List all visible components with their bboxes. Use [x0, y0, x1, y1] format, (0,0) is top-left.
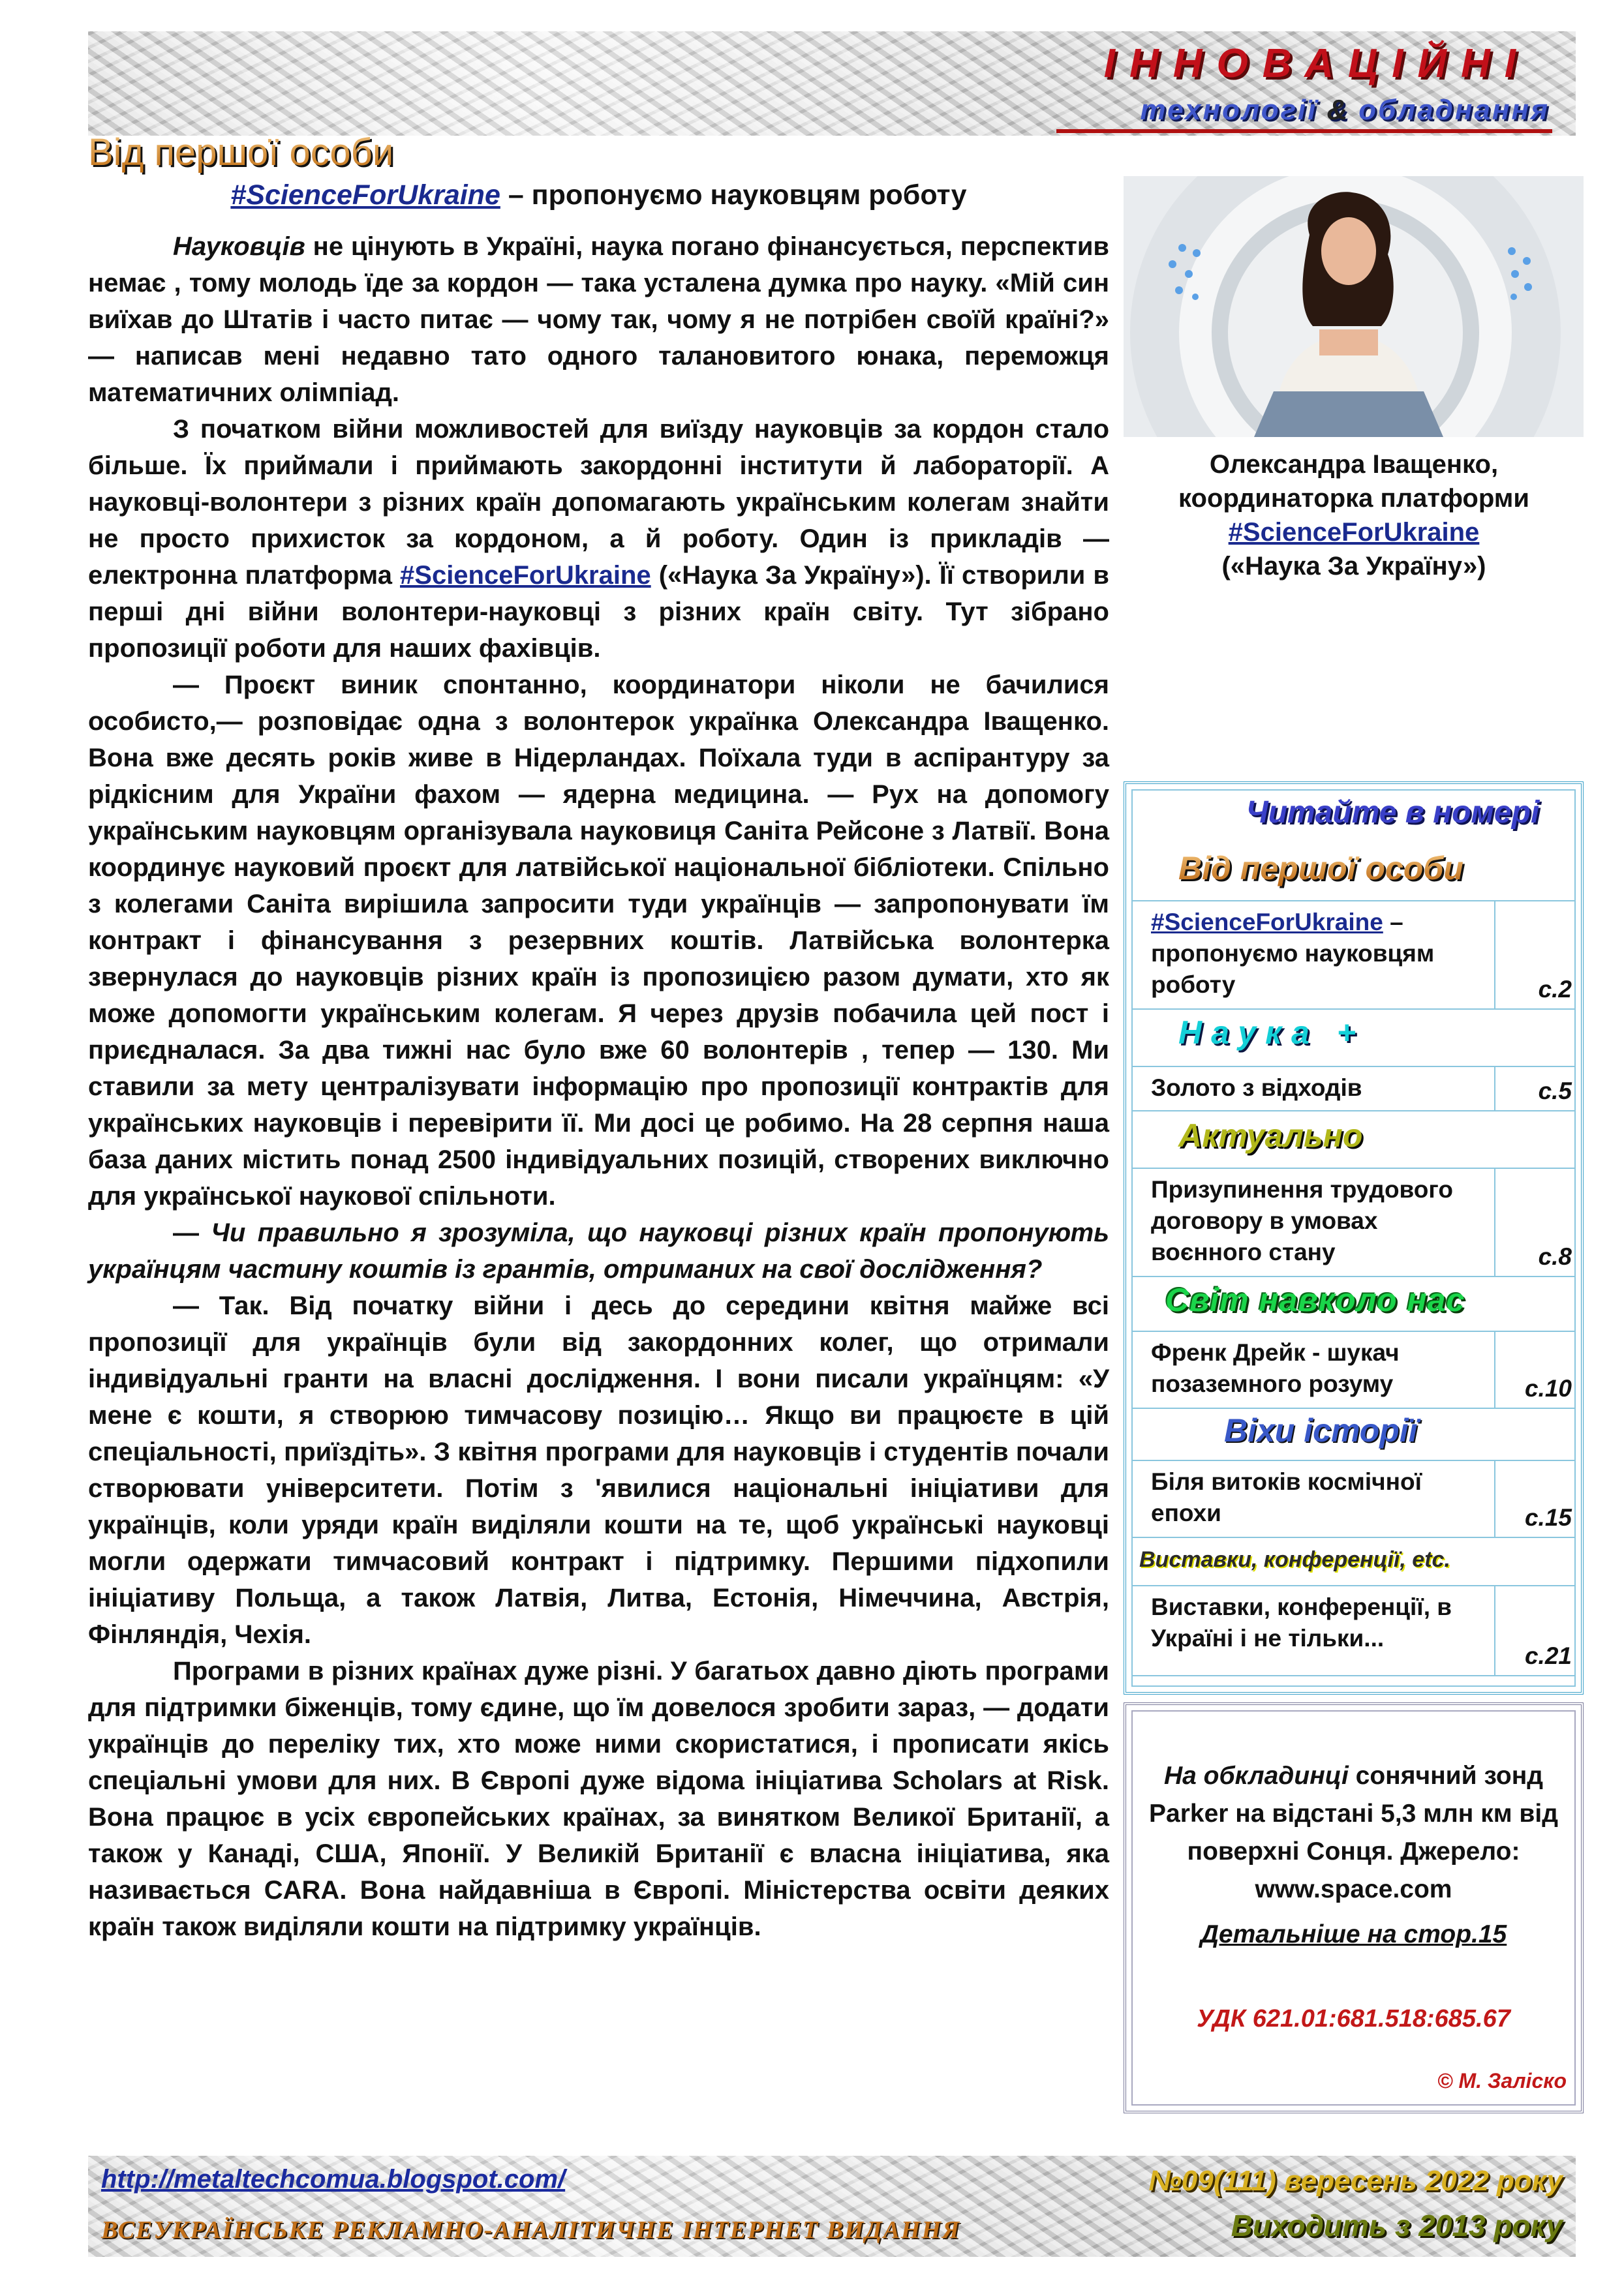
article-paragraph: — Так. Від початку війни і десь до середини квітня майже всі пропозиції для українців були від закордонних колег, що отримали індивідуальні гранти на власні дослідження. І вони писали українцям: «У мене є кошти, я створюю тимчасову позицію… Якщо ви працюєте в цій спеціальності, приїздіть». З квітня програми для науковців і студентів почали створювати університети. Потім з 'явилися національні ініціативи для українців, коли уряди країн виділяли кошти на те, щоб українські науковці могли одержати тимчасовий контракт і підтримку. Першими підхопили ініціативу Польща, а також Латвія, Литва, Естонія, Німеччина, Австрія, Фінляндія, Чехія.: [88, 1292, 1109, 1649]
article-title-text: – пропонуємо науковцям роботу: [500, 179, 967, 211]
toc-item-page: с.10: [1494, 1332, 1576, 1408]
question-text: Чи правильно я зрозуміла, що науковці різних країн пропонують українцям частину коштів із грантів, отриманих на свої дослідження?: [88, 1218, 1109, 1284]
toc-category: Виставки, конференції, etc.: [1139, 1547, 1450, 1572]
article-paragraph: Програми в різних країнах дуже різні. У багатьох давно діють програми для підтримки біженців, тому єдине, що їм довелося зробити зараз, — додати українців до переліку тих, хто може ними скористатися, і прописати якісь спеціальні умови для них. В Європі дуже відома ініціатива Scholars at Risk. Вона працює в усіх європейських країнах, за винятком Великої Британії, а також у Канаді, США, Японії. У Великій Британії є власна ініціатива, яка називається CARA. Вона найдавніша в Європі. Міністерства освіти деяких країн також виділяли кошти на підтримку українців.: [88, 1657, 1109, 1941]
article-paragraph: — Проєкт виник спонтанно, координатори ніколи не бачилися особисто,— розповідає одна з волонтерок українка Олександра Іващенко. Вона вже десять років живе в Нідерландах. Поїхала туди в аспірантуру за рідкісним для України фахом — ядерна медицина. — Рух на допомогу українським науковцям організувала науковиця Саніта Рейсоне з Латвії. Вона координує науковий проєкт для латвійської національної бібліотеки. Спільно з колегами Саніта вирішила запросити туди українців — запропонувати їм контракт і фінансування з резервних коштів. Латвійська волонтерка звернулася до науковців різних країн із пропозицією разом думати, хто як може допомогти українським колегам. Я через друзів побачила цей пост і приєдналася. За два тижні нас було вже 60 волонтерів , тепер — 130. Ми ставили за мету централізувати інформацію про пропозиції контрактів для українських науковців і перевірити її. Ми досі це робимо. На 28 серпня наша база даних містить понад 2500 індивідуальних позицій, створених виключно для української наукової спільноти.: [88, 671, 1109, 1211]
footer-tagline: ВСЕУКРАЇНСЬКЕ РЕКЛАМНО-АНАЛІТИЧНЕ ІНТЕРНЕТ ВИДАННЯ: [101, 2216, 961, 2244]
caption-line: Олександра Іващенко,: [1209, 450, 1499, 479]
brand-subtitle-amp: &: [1326, 94, 1350, 126]
toc-category: Світ навколо нас: [1165, 1282, 1465, 1318]
cover-more-link[interactable]: Детальніше на стор.15: [1200, 1920, 1507, 1948]
brand-underline: [1056, 129, 1552, 133]
toc-item-page: с.15: [1494, 1461, 1576, 1537]
paragraph-lead-word: Науковців: [173, 232, 305, 261]
article-title: [88, 179, 1109, 211]
toc-category: Від першої особи: [1178, 850, 1463, 886]
paragraph-text: («Наука За Україну»). Її створили в перші дні війни волонтери-науковці з різних країн світу. Тут зібрано пропозиції роботи для наших фахівців.: [88, 561, 1109, 663]
toc-item-page: с.2: [1494, 901, 1576, 1008]
toc-item-page: с.8: [1494, 1169, 1576, 1276]
toc-box: [1124, 781, 1584, 1695]
portrait-photo: [1124, 176, 1584, 437]
footer-issue: №09(111) вересень 2022 року: [1148, 2165, 1563, 2197]
page-header: [88, 31, 1576, 136]
toc-item-text: – пропонуємо науковцям роботу: [1151, 909, 1435, 998]
toc-item[interactable]: [1131, 1585, 1576, 1676]
toc-item[interactable]: [1131, 1168, 1576, 1277]
toc-item[interactable]: [1131, 900, 1576, 1010]
brand-title: ІННОВАЦІЙНІ: [1103, 41, 1530, 86]
article-body: [88, 228, 1109, 1945]
footer-since: Виходить з 2013 року: [1231, 2209, 1563, 2243]
toc-category: Актуально: [1178, 1117, 1363, 1154]
toc-item-title: Біля витоків космічної епохи: [1151, 1468, 1422, 1526]
cover-text: сонячний зонд Parker на відстані 5,3 млн км від поверхні Сонця. Джерело: www.space.com: [1149, 1762, 1558, 1903]
toc-item-page: с.21: [1494, 1586, 1576, 1675]
article-paragraph: [88, 411, 1109, 667]
toc-title: Читайте в номері: [1246, 795, 1540, 830]
toc-item-title: [1151, 907, 1490, 1001]
paragraph-text: З початком війни можливостей для виїзду науковців за кордон стало більше. Їх приймали і приймають закордонні інститути й лабораторії. А науковці-волонтери з різних країн допомагають українським колегам знайти не просто прихисток за кордоном, а й роботу. Один із прикладів — електронна платформа: [88, 415, 1109, 590]
brand-subtitle-right: обладнання: [1358, 94, 1550, 126]
interview-question: [88, 1215, 1109, 1288]
caption-link[interactable]: #ScienceForUkraine: [1228, 518, 1480, 547]
brand-subtitle-left: технології: [1140, 94, 1318, 126]
toc-category: Віхи історії: [1224, 1412, 1418, 1449]
toc-item-link[interactable]: #ScienceForUkraine: [1151, 909, 1383, 935]
platform-link[interactable]: #ScienceForUkraine: [400, 561, 651, 590]
toc-item-title: Золото з відходів: [1151, 1074, 1362, 1101]
brand-subtitle: [1141, 94, 1550, 127]
cover-description: [1139, 1757, 1568, 1909]
toc-item[interactable]: [1131, 1460, 1576, 1538]
copyright: © М. Заліско: [1437, 2069, 1567, 2092]
paragraph-text: не цінують в Україні, наука погано фінансується, перспектив немає , тому молодь їде за кордон — така усталена думка про науку. «Мій син виїхав до Штатів і часто питає — чому так, чому я не потрібен своїй країні?» — написав мені недавно тато одного талановитого юнака, переможця математичних олімпіад.: [88, 232, 1109, 407]
toc-category: Наука +: [1178, 1014, 1365, 1051]
toc-item-title: Френк Дрейк - шукач позаземного розуму: [1151, 1339, 1400, 1397]
toc-item-title: Виставки, конференції, в Україні і не тільки...: [1151, 1594, 1452, 1652]
cover-label: На обкладинці: [1163, 1762, 1349, 1790]
page-footer: [88, 2156, 1576, 2257]
cover-info-box: [1124, 1702, 1584, 2113]
toc-item-page: с.5: [1494, 1067, 1576, 1110]
toc-item[interactable]: [1131, 1331, 1576, 1409]
article-title-link[interactable]: #ScienceForUkraine: [230, 179, 500, 211]
photo-caption: [1109, 447, 1599, 583]
toc-item[interactable]: [1131, 1066, 1576, 1111]
mri-scanner-illustration: [1124, 176, 1584, 437]
caption-line: координаторка платформи: [1178, 484, 1529, 513]
question-dash: —: [173, 1218, 211, 1247]
caption-line: («Наука За Україну»): [1221, 552, 1486, 581]
section-tag: Від першої особи: [88, 131, 394, 174]
article-paragraph: [88, 228, 1109, 411]
toc-item-title: Призупинення трудового договору в умовах воєнного стану: [1151, 1176, 1453, 1265]
footer-url-link[interactable]: http://metaltechcomua.blogspot.com/: [101, 2165, 566, 2194]
udk-code: УДК 621.01:681.518:685.67: [1197, 2005, 1510, 2032]
